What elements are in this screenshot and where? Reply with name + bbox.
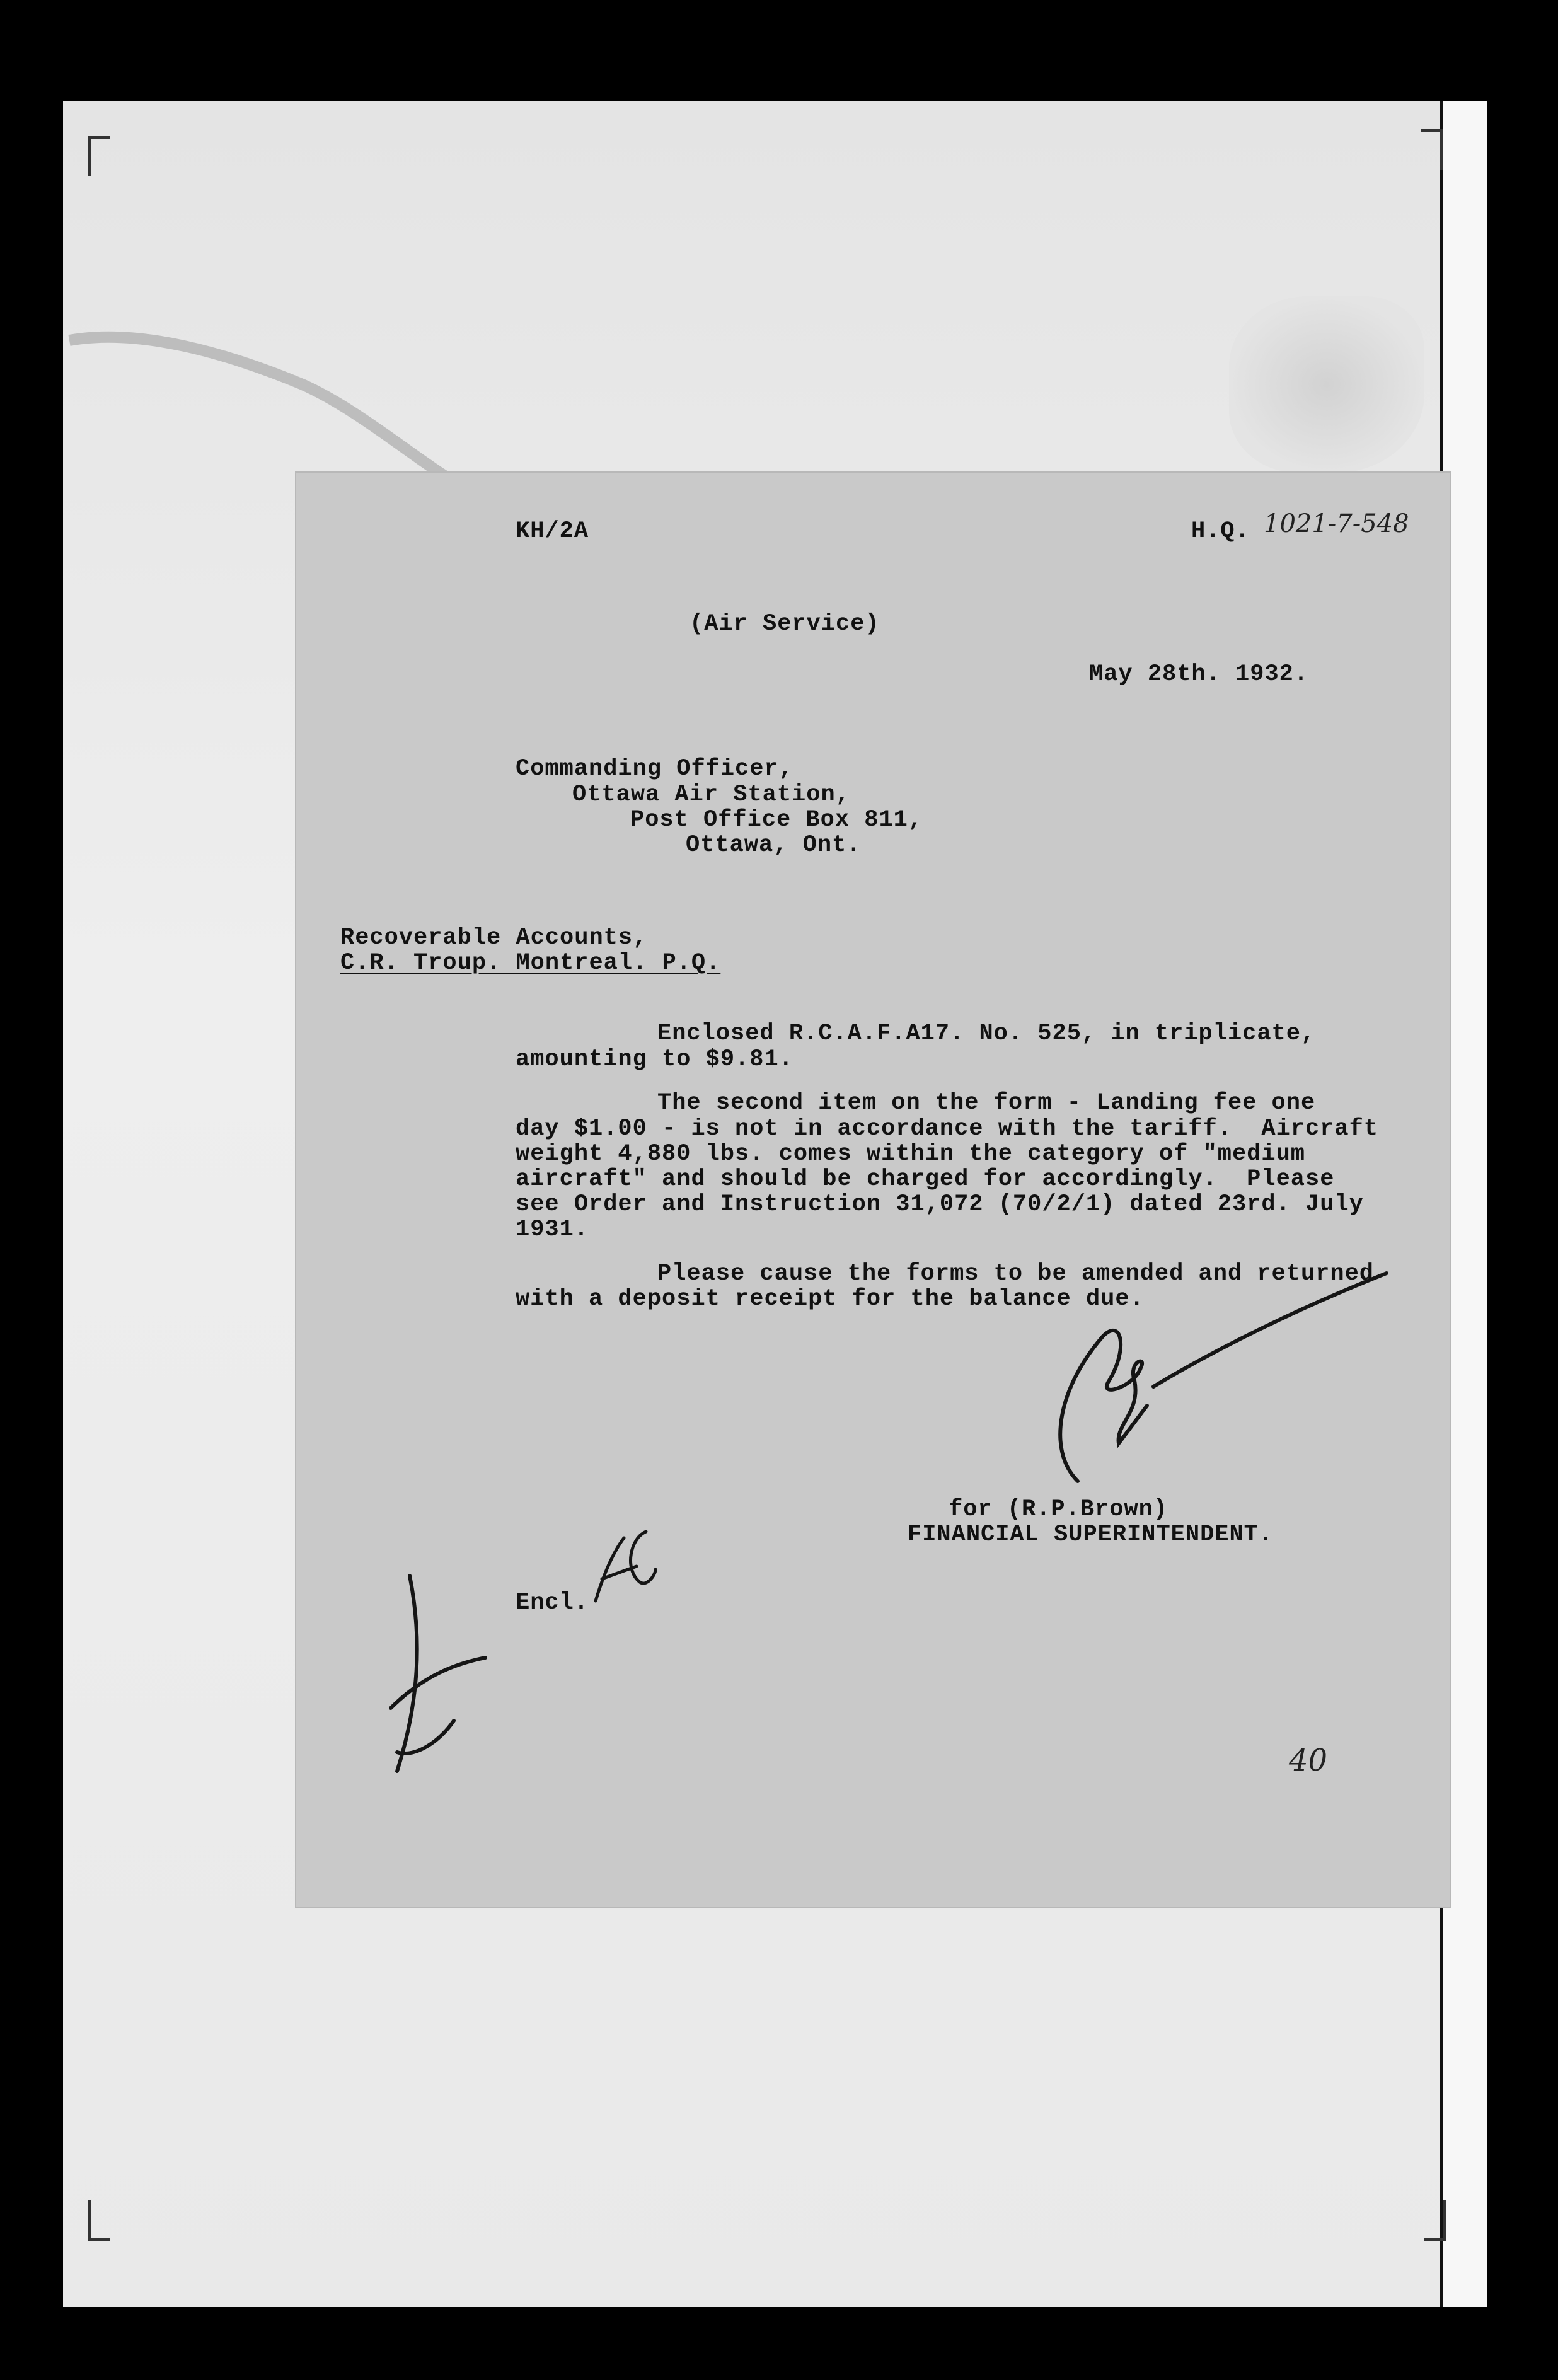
addressee-line: Ottawa Air Station,	[572, 782, 850, 808]
body-line: Enclosed R.C.A.F.A17. No. 525, in triplicate,	[657, 1020, 1316, 1047]
handwritten-page-number: 40	[1289, 1743, 1328, 1778]
hq-reference-handwritten: 1021-7-548	[1264, 509, 1409, 538]
addressee-line: Commanding Officer,	[516, 756, 793, 782]
body-line: aircraft" and should be charged for accordingly. Please	[516, 1166, 1335, 1193]
subject-line: C.R. Troup. Montreal. P.Q.	[340, 950, 721, 976]
hq-reference-prefix: H.Q.	[1191, 518, 1250, 545]
body-line: Please cause the forms to be amended and returned	[657, 1261, 1374, 1287]
crop-mark-top-left	[88, 136, 110, 176]
crop-mark-bottom-right	[1424, 2200, 1446, 2241]
service-heading: (Air Service)	[690, 611, 880, 637]
body-line: 1931.	[516, 1216, 589, 1243]
body-line: day $1.00 - is not in accordance with the tariff. Aircraft	[516, 1116, 1379, 1142]
file-reference: KH/2A	[516, 518, 589, 545]
crop-mark-bottom-left	[88, 2200, 110, 2241]
handwritten-initials	[586, 1519, 662, 1614]
addressee-line: Post Office Box 811,	[630, 807, 923, 833]
subject-line: Recoverable Accounts,	[340, 925, 648, 951]
letter-date: May 28th. 1932.	[1089, 661, 1309, 688]
body-line: The second item on the form - Landing fee one	[657, 1090, 1316, 1116]
handwritten-signature	[1008, 1261, 1399, 1494]
signature-line: FINANCIAL SUPERINTENDENT.	[908, 1522, 1274, 1548]
enclosure-note: Encl.	[516, 1590, 589, 1616]
body-line: weight 4,880 lbs. comes within the category of "medium	[516, 1141, 1305, 1167]
handwritten-mark	[372, 1563, 498, 1784]
body-line: with a deposit receipt for the balance due.	[516, 1286, 1145, 1312]
paper-stain	[1229, 296, 1424, 473]
body-line: see Order and Instruction 31,072 (70/2/1) dated 23rd. July	[516, 1191, 1364, 1218]
signature-line: for (R.P.Brown)	[949, 1496, 1168, 1523]
crop-mark-top-right	[1421, 129, 1443, 170]
body-line: amounting to $9.81.	[516, 1046, 793, 1073]
addressee-line: Ottawa, Ont.	[686, 832, 862, 858]
